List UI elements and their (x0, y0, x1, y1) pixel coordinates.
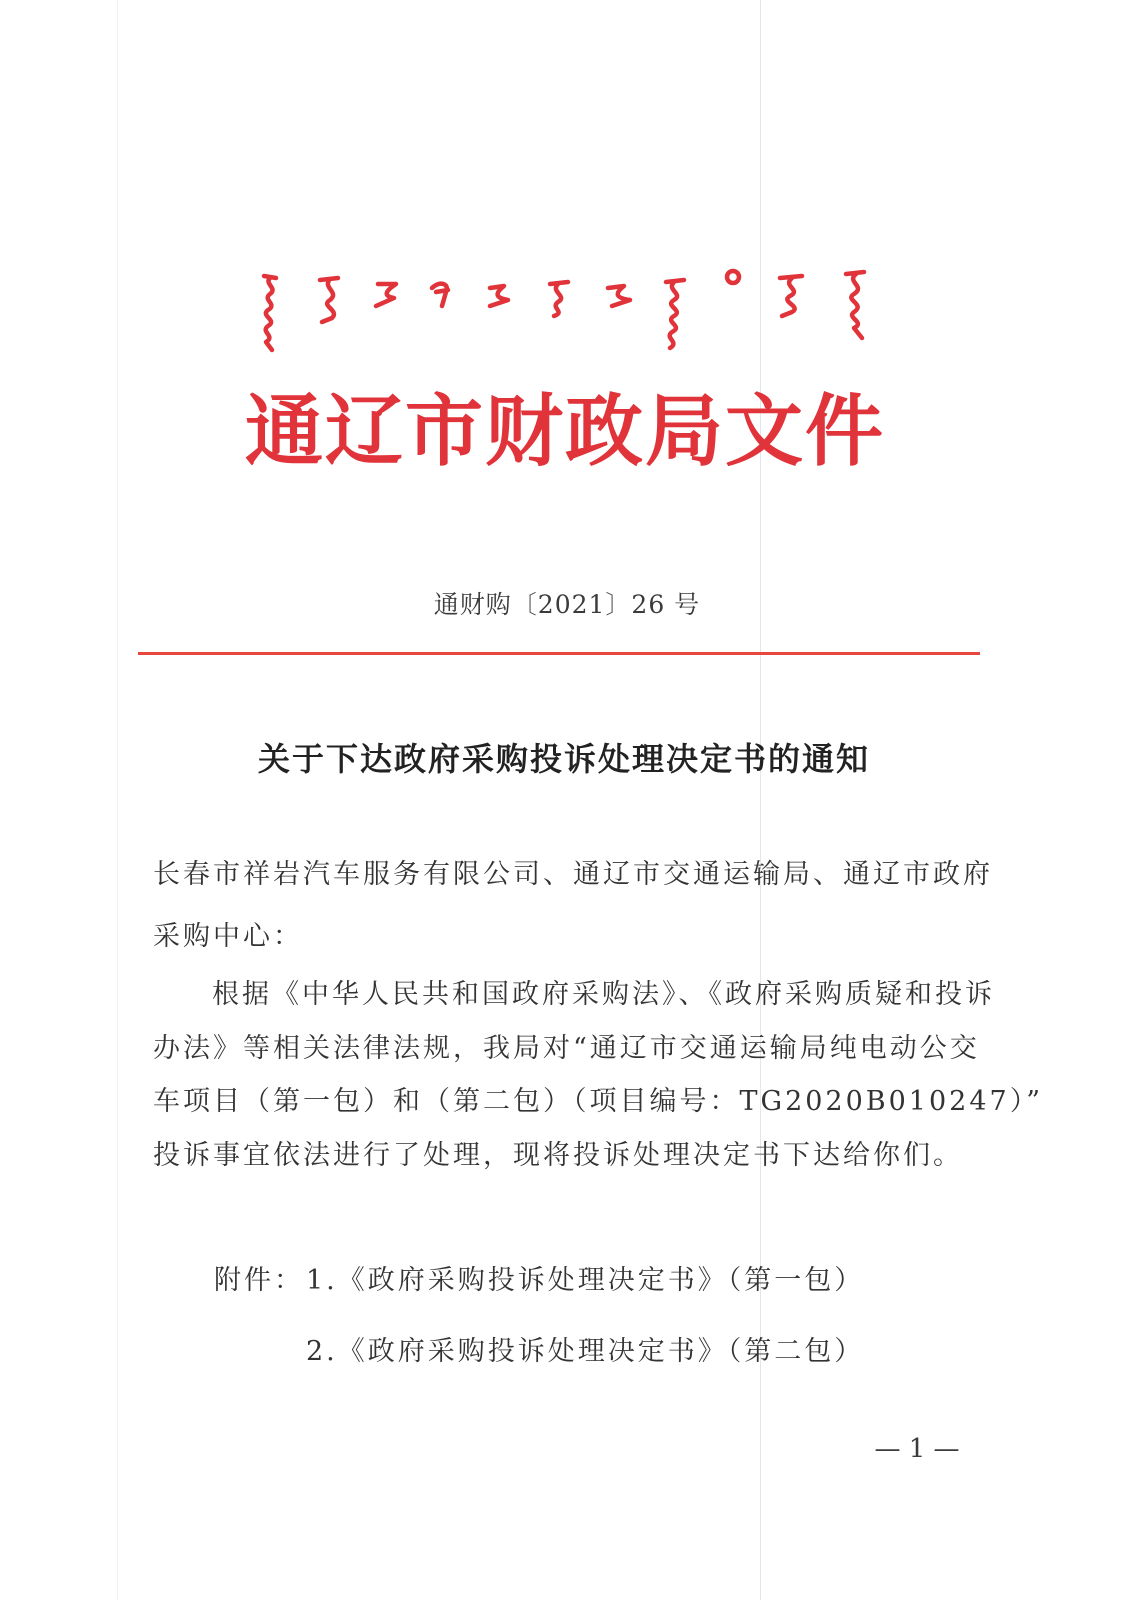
mongolian-glyph (490, 286, 508, 306)
body-line: 根据《中华人民共和国政府采购法》、《政府采购质疑和投诉 (212, 979, 995, 1010)
attachment-item: 1.《政府采购投诉处理决定书》（第一包） (306, 1265, 865, 1296)
recipients-line: 长春市祥岩汽车服务有限公司、通辽市交通运输局、通辽市政府 (153, 859, 993, 890)
body-line: 办法》等相关法律法规，我局对“通辽市交通运输局纯电动公交 (153, 1033, 980, 1064)
document-header-title: 通辽市财政局文件 (245, 386, 886, 477)
recipients-line: 采购中心： (153, 921, 303, 952)
attachments-label: 附件： (214, 1265, 304, 1296)
scan-edge-line (117, 0, 118, 1600)
mongolian-glyph (264, 276, 276, 350)
page-number: — 1 — (874, 1434, 960, 1464)
mongolian-glyph (376, 284, 396, 306)
mongolian-glyph (432, 284, 448, 306)
mongolian-glyph (780, 276, 802, 316)
mongolian-glyph (846, 272, 864, 338)
mongolian-glyph (320, 278, 338, 322)
notice-title: 关于下达政府采购投诉处理决定书的通知 (258, 740, 871, 778)
document-number: 通财购〔2021〕26 号 (433, 590, 701, 619)
mongolian-glyph (550, 282, 568, 316)
red-separator-rule (138, 652, 980, 655)
body-line: 投诉事宜依法进行了处理，现将投诉处理决定书下达给你们。 (153, 1140, 963, 1171)
mongolian-glyph (608, 286, 630, 306)
body-line: 车项目（第一包）和（第二包）（项目编号：TG2020B010247）” (153, 1086, 1044, 1117)
mongolian-glyph (727, 271, 739, 283)
attachment-item: 2.《政府采购投诉处理决定书》（第二包） (306, 1336, 865, 1367)
mongolian-script-header (250, 266, 890, 358)
mongolian-glyph (666, 280, 684, 348)
